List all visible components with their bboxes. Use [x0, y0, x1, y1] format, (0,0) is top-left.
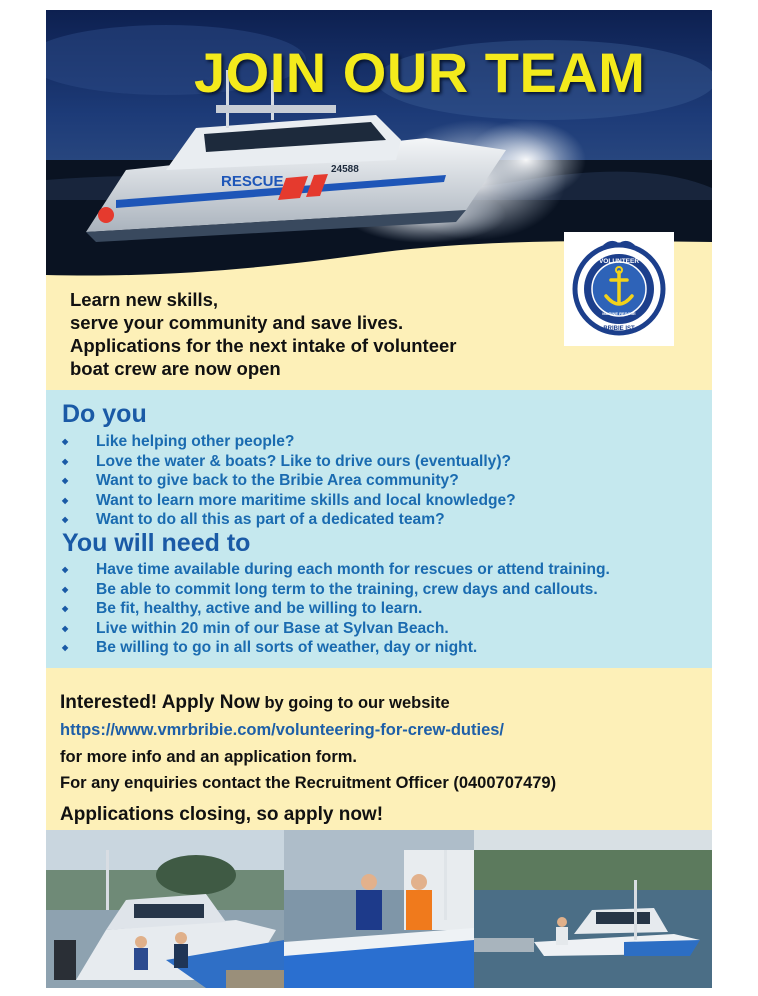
- do-you-heading: Do you: [62, 400, 147, 428]
- dock-photo: [46, 830, 284, 988]
- tagline-line: Applications for the next intake of volunteer: [70, 335, 457, 356]
- boat-on-water-photo: [474, 830, 712, 988]
- list-item: ◆ Like helping other people?: [60, 432, 516, 452]
- apply-lead-rest: by going to our website: [259, 694, 450, 712]
- tagline-line: serve your community and save lives.: [70, 312, 404, 333]
- photo-strip: [46, 830, 712, 988]
- boat-rescue-label: RESCUE: [221, 173, 284, 190]
- list-item: ◆ Want to give back to the Bribie Area community?: [60, 471, 516, 491]
- logo-middle-text: MARINE RESCUE: [602, 311, 636, 316]
- list-item: ◆ Be willing to go in all sorts of weather, day or night.: [60, 638, 610, 658]
- vmr-bribie-logo: [564, 232, 674, 346]
- hero-section: [46, 10, 712, 390]
- do-you-list: [60, 432, 516, 530]
- list-item: ◆ Love the water & boats? Like to drive ours (eventually)?: [60, 452, 516, 472]
- you-will-need-heading: You will need to: [62, 529, 251, 557]
- contact-text: For any enquiries contact the Recruitment Officer (0400707479): [60, 774, 557, 792]
- poster: [46, 10, 712, 988]
- logo-top-text: VOLUNTEER: [598, 258, 640, 265]
- tagline-line: boat crew are now open: [70, 358, 281, 379]
- boat-number-label: 24588: [331, 164, 359, 175]
- crew-on-boat-photo: [284, 830, 474, 988]
- page-title: JOIN OUR TEAM: [194, 41, 646, 104]
- list-item: ◆ Live within 20 min of our Base at Sylvan Beach.: [60, 619, 610, 639]
- list-item: ◆ Be fit, healthy, active and be willing to learn.: [60, 599, 610, 619]
- more-info-text: for more info and an application form.: [60, 748, 358, 766]
- list-item: ◆ Want to learn more maritime skills and local knowledge?: [60, 491, 516, 511]
- you-will-need-list: [60, 560, 610, 658]
- tagline: [70, 288, 550, 380]
- tagline-line: Learn new skills,: [70, 289, 219, 310]
- list-item: ◆ Be able to commit long term to the training, crew days and callouts.: [60, 580, 610, 600]
- logo-bottom-text: BRIBIE IST: [603, 326, 635, 332]
- apply-lead: [60, 692, 450, 714]
- apply-now-text: Interested! Apply Now: [60, 692, 260, 713]
- closing-text: Applications closing, so apply now!: [60, 804, 384, 825]
- apply-section: [46, 668, 712, 830]
- website-link[interactable]: https://www.vmrbribie.com/volunteering-for-crew-duties/: [60, 721, 505, 739]
- list-item: ◆ Have time available during each month for rescues or attend training.: [60, 560, 610, 580]
- requirements-section: [46, 390, 712, 668]
- vmr-badge-icon: [564, 232, 674, 346]
- list-item: ◆ Want to do all this as part of a dedicated team?: [60, 510, 516, 530]
